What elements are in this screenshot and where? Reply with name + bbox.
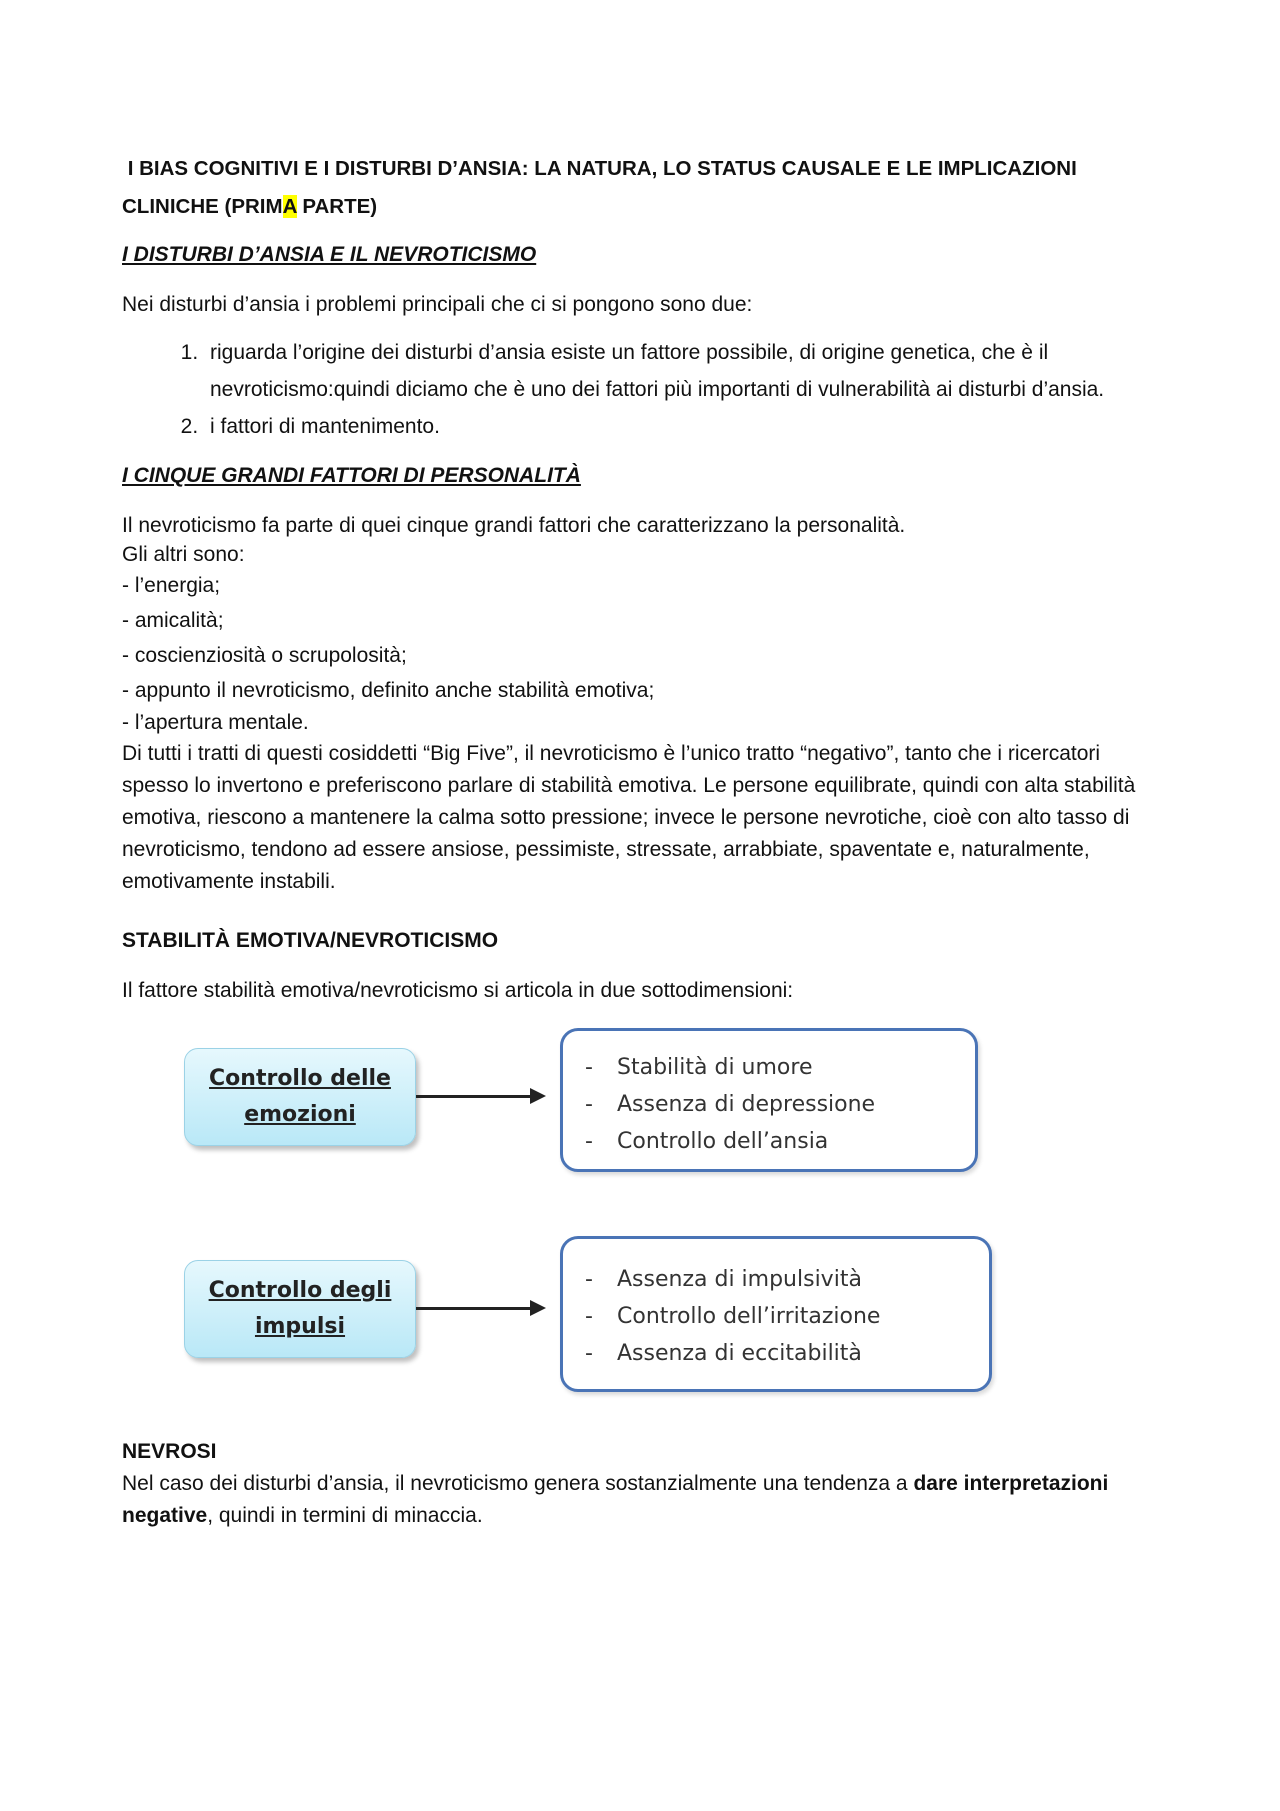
box-label-line-2: emozioni: [244, 1102, 356, 1128]
document-title: [122, 150, 1172, 226]
list-item: - amicalità;: [122, 609, 224, 633]
section-heading-nevrosi: NEVROSI: [122, 1440, 217, 1464]
title-line-2-end: PARTE): [296, 195, 378, 218]
emotion-control-items: [563, 1031, 975, 1160]
list-item: - Controllo dell’ansia: [617, 1123, 975, 1160]
section-2-line-1: Il nevroticismo fa parte di quei cinque grandi fattori che caratterizzano la personalità.: [122, 514, 906, 538]
impulse-control-items: [563, 1239, 989, 1372]
box-label-line-1: Controllo degli: [208, 1278, 392, 1304]
section-heading-disturbi: I DISTURBI D’ANSIA E IL NEVROTICISMO: [122, 243, 537, 266]
section-2-line-2: Gli altri sono:: [122, 543, 245, 567]
section-1-intro: Nei disturbi d’ansia i problemi principali che ci si pongono sono due:: [122, 292, 753, 316]
section-3-intro: Il fattore stabilità emotiva/nevroticismo si articola in due sottodimensioni:: [122, 979, 794, 1003]
arrow-right-icon: [416, 1307, 542, 1310]
title-line-2: [122, 188, 1172, 226]
list-item: - Assenza di depressione: [617, 1086, 975, 1123]
box-label-line-1: Controllo delle: [209, 1066, 391, 1092]
title-line-1-text: I BIAS COGNITIVI E I DISTURBI D’ANSIA: LA NATURA, LO STATUS CAUSALE E LE IMPLICAZIONI: [127, 157, 1077, 180]
list-item: - l’energia;: [122, 574, 221, 598]
list-item: 1. riguarda l’origine dei disturbi d’ansia esiste un fattore possibile, di origine genetica, che è il nevroticismo:quindi diciamo che è uno dei fattori più importanti di vulnerabilità ai disturbi d’ansia.: [204, 334, 1172, 408]
emotion-control-box: [184, 1048, 416, 1146]
list-item: - coscienziosità o scrupolosità;: [122, 644, 407, 668]
nevrosi-paragraph: [122, 1468, 1172, 1532]
arrow-right-icon: [416, 1095, 542, 1098]
emotion-control-details-box: [560, 1028, 978, 1172]
box-label-line-2: impulsi: [254, 1314, 346, 1340]
list-item: 2. i fattori di mantenimento.: [204, 408, 1172, 445]
impulse-control-box: [184, 1260, 416, 1358]
nevrosi-text-bold: dare interpretazioni negative: [122, 1472, 1109, 1528]
list-item: - Controllo dell’irritazione: [617, 1298, 989, 1335]
section-heading-cinque-fattori: I CINQUE GRANDI FATTORI DI PERSONALITÀ: [122, 463, 581, 487]
highlighted-letter: A: [282, 195, 297, 218]
title-line-2-start: CLINICHE (PRIM: [122, 195, 283, 218]
document-page: [122, 150, 1172, 1532]
section-heading-stabilita: STABILITÀ EMOTIVA/NEVROTICISMO: [122, 929, 499, 953]
subdimensions-diagram: [122, 1034, 1172, 1414]
traits-list: [122, 568, 1172, 738]
list-item: - appunto il nevroticismo, definito anche stabilità emotiva;: [122, 679, 655, 703]
big-five-paragraph: Di tutti i tratti di questi cosiddetti “Big Five”, il nevroticismo è l’unico tratto “negativo”, tanto che i ricercatori spesso lo invertono e preferiscono parlare di stabilità emotiva. Le persone equilibrate, quindi con alta stabilità emotiva, riescono a mantenere la calma sotto pressione; invece le persone nevrotiche, cioè con alto tasso di nevroticismo, tendono ad essere ansiose, pessimiste, stressate, arrabbiate, spaventate e, naturalmente, emotivamente instabili.: [122, 742, 1136, 894]
list-item: - Assenza di eccitabilità: [617, 1335, 989, 1372]
list-item: - Stabilità di umore: [617, 1049, 975, 1086]
list-item: - l’apertura mentale.: [122, 711, 309, 735]
impulse-control-details-box: [560, 1236, 992, 1392]
title-line-1: [122, 150, 1172, 188]
list-item: - Assenza di impulsività: [617, 1261, 989, 1298]
nevrosi-text-end: , quindi in termini di minaccia.: [207, 1504, 483, 1528]
nevrosi-text-start: Nel caso dei disturbi d’ansia, il nevroticismo genera sostanzialmente una tendenza a: [122, 1472, 914, 1496]
problems-list: [122, 334, 1172, 445]
